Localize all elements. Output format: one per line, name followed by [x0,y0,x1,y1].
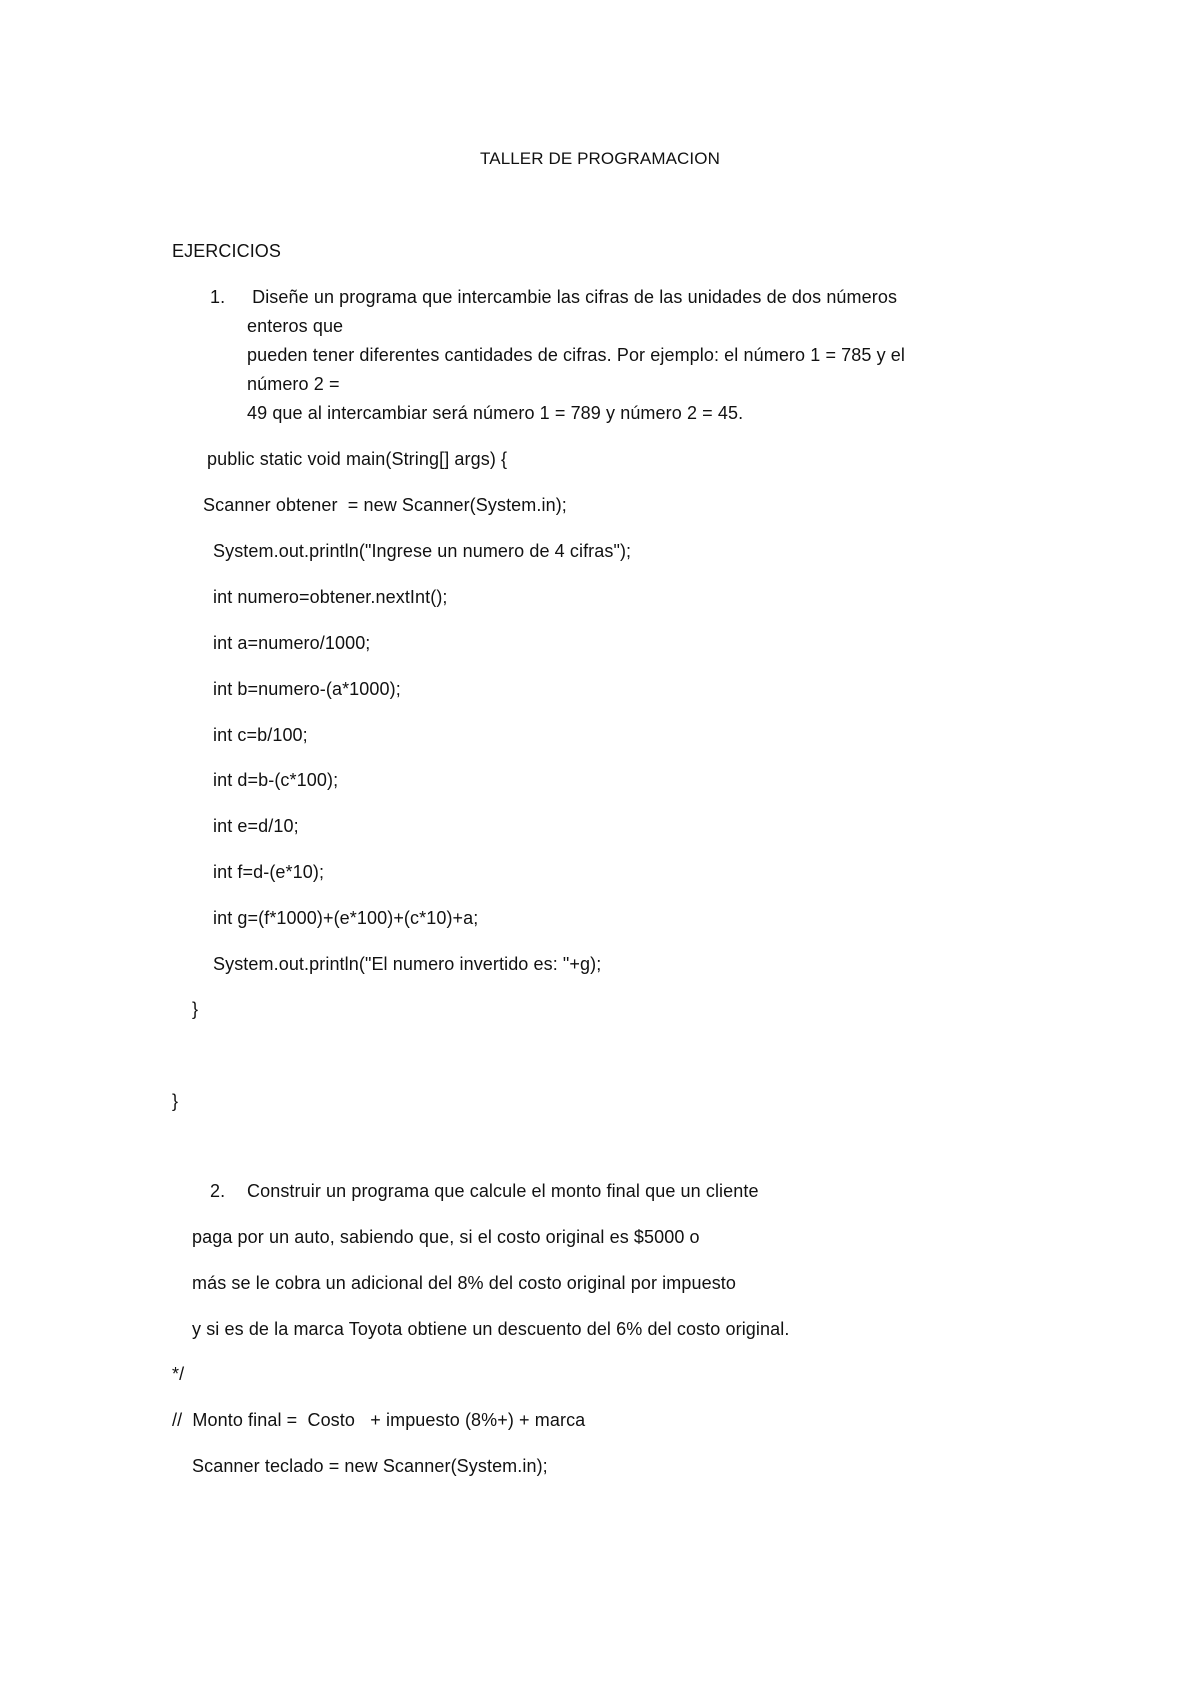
code-line: int numero=obtener.nextInt(); [213,587,448,607]
exercise-2-statement-line: y si es de la marca Toyota obtiene un descuento del 6% del costo original. [192,1319,790,1339]
code-line: int f=d-(e*10); [213,862,325,882]
exercise-1-statement-line: enteros que [247,316,344,336]
code-line: // Monto final = Costo + impuesto (8%+) + marca [172,1410,586,1430]
exercise-2-statement-line: paga por un auto, sabiendo que, si el costo original es $5000 o [192,1227,700,1247]
code-line: System.out.println("Ingrese un numero de 4 cifras"); [213,541,632,561]
code-line: int d=b-(c*100); [213,770,339,790]
code-line: */ [172,1364,185,1384]
exercise-1-statement-line: número 2 = [247,374,340,394]
document-title: TALLER DE PROGRAMACION [480,149,720,168]
code-line: Scanner teclado = new Scanner(System.in); [192,1456,548,1476]
exercise-1-statement-line: Diseñe un programa que intercambie las cifras de las unidades de dos números [247,287,898,307]
code-line: } [172,1091,179,1111]
code-line: Scanner obtener = new Scanner(System.in); [203,495,567,515]
code-line: int b=numero-(a*1000); [213,679,401,699]
code-line: int a=numero/1000; [213,633,371,653]
exercise-1-statement-line: pueden tener diferentes cantidades de cifras. Por ejemplo: el número 1 = 785 y el [247,345,905,365]
exercise-2-statement-line: más se le cobra un adicional del 8% del costo original por impuesto [192,1273,737,1293]
code-line: int c=b/100; [213,725,308,745]
exercise-1-statement-line: 49 que al intercambiar será número 1 = 789 y número 2 = 45. [247,403,744,423]
code-line: public static void main(String[] args) { [207,449,508,469]
exercise-1-number: 1. [210,287,226,307]
section-heading: EJERCICIOS [172,241,282,261]
code-line: int e=d/10; [213,816,299,836]
code-line: int g=(f*1000)+(e*100)+(c*10)+a; [213,908,479,928]
exercise-2-statement-line: Construir un programa que calcule el monto final que un cliente [247,1181,759,1201]
code-line: } [192,999,199,1019]
exercise-2-number: 2. [210,1181,226,1201]
code-line: System.out.println("El numero invertido es: "+g); [213,954,602,974]
